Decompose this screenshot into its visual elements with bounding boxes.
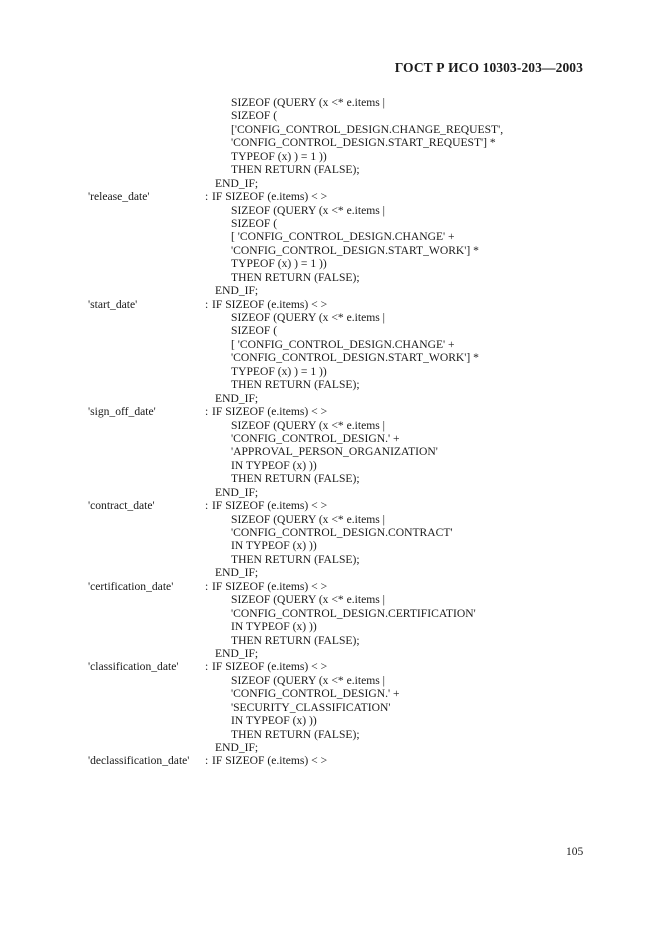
- code-line: [0, 432, 661, 445]
- colon-separator: :: [205, 499, 209, 513]
- code-text: THEN RETURN (FALSE);: [231, 378, 360, 392]
- code-text: THEN RETURN (FALSE);: [231, 163, 360, 177]
- code-line: [0, 123, 661, 136]
- code-text: 'SECURITY_CLASSIFICATION': [231, 700, 391, 714]
- code-line: [0, 204, 661, 217]
- colon-separator: :: [205, 190, 209, 204]
- code-line: [0, 136, 661, 149]
- code-line: [0, 754, 661, 767]
- code-text: SIZEOF (QUERY (x <* e.items |: [231, 418, 385, 432]
- code-line: [0, 513, 661, 526]
- code-line: [0, 177, 661, 190]
- code-line: [0, 284, 661, 297]
- code-text: 'CONFIG_CONTROL_DESIGN.START_WORK'] *: [231, 243, 479, 257]
- document-header: ГОСТ Р ИСО 10303-203—2003: [394, 60, 583, 75]
- code-text: [ 'CONFIG_CONTROL_DESIGN.CHANGE' +: [231, 337, 455, 351]
- code-text: SIZEOF (QUERY (x <* e.items |: [231, 673, 385, 687]
- code-line: [0, 593, 661, 606]
- code-line: [0, 728, 661, 741]
- code-text: IN TYPEOF (x) )): [231, 620, 317, 634]
- code-line: [0, 539, 661, 552]
- code-text: SIZEOF (QUERY (x <* e.items |: [231, 512, 385, 526]
- code-text: 'CONFIG_CONTROL_DESIGN.CERTIFICATION': [231, 606, 476, 620]
- end-if-statement: END_IF;: [215, 566, 259, 580]
- code-text: THEN RETURN (FALSE);: [231, 552, 360, 566]
- code-text: SIZEOF (QUERY (x <* e.items |: [231, 96, 385, 109]
- code-text: TYPEOF (x) ) = 1 )): [231, 257, 327, 271]
- code-line: [0, 647, 661, 660]
- code-line: [0, 634, 661, 647]
- code-text: SIZEOF (: [231, 216, 278, 230]
- code-text: 'CONFIG_CONTROL_DESIGN.' +: [231, 687, 400, 701]
- code-line: [0, 472, 661, 485]
- code-line: [0, 499, 661, 512]
- code-text: 'CONFIG_CONTROL_DESIGN.START_REQUEST'] *: [231, 136, 496, 150]
- code-line: [0, 311, 661, 324]
- code-text: IN TYPEOF (x) )): [231, 714, 317, 728]
- code-text: IN TYPEOF (x) )): [231, 458, 317, 472]
- code-text: SIZEOF (QUERY (x <* e.items |: [231, 311, 385, 324]
- code-line: [0, 445, 661, 458]
- code-text: IF SIZEOF (e.items) < >: [212, 405, 328, 419]
- code-line: [0, 96, 661, 109]
- code-text: IF SIZEOF (e.items) < >: [212, 660, 328, 674]
- end-if-statement: END_IF;: [215, 646, 259, 660]
- code-text: SIZEOF (QUERY (x <* e.items |: [231, 203, 385, 217]
- attribute-label: 'sign_off_date': [88, 405, 156, 419]
- code-line: [0, 324, 661, 337]
- code-text: IF SIZEOF (e.items) < >: [212, 190, 328, 204]
- code-line: [0, 674, 661, 687]
- code-text: THEN RETURN (FALSE);: [231, 727, 360, 741]
- code-text: TYPEOF (x) ) = 1 )): [231, 149, 327, 163]
- attribute-label: 'contract_date': [88, 499, 155, 513]
- code-text: [ 'CONFIG_CONTROL_DESIGN.CHANGE' +: [231, 230, 455, 244]
- code-line: [0, 338, 661, 351]
- attribute-label: 'release_date': [88, 190, 150, 204]
- code-line: [0, 741, 661, 754]
- colon-separator: :: [205, 297, 209, 311]
- code-text: 'APPROVAL_PERSON_ORGANIZATION': [231, 445, 438, 459]
- code-line: [0, 714, 661, 727]
- code-line: [0, 566, 661, 579]
- code-line: [0, 217, 661, 230]
- code-text: IF SIZEOF (e.items) < >: [212, 754, 328, 768]
- code-line: [0, 405, 661, 418]
- code-text: SIZEOF (QUERY (x <* e.items |: [231, 593, 385, 607]
- code-line: [0, 580, 661, 593]
- colon-separator: :: [205, 405, 209, 419]
- code-line: [0, 351, 661, 364]
- code-line: [0, 459, 661, 472]
- code-line: [0, 701, 661, 714]
- code-text: SIZEOF (: [231, 324, 278, 338]
- code-text: THEN RETURN (FALSE);: [231, 270, 360, 284]
- end-if-statement: END_IF;: [215, 485, 259, 499]
- code-text: IF SIZEOF (e.items) < >: [212, 297, 328, 311]
- code-line: [0, 271, 661, 284]
- code-line: [0, 419, 661, 432]
- code-text: TYPEOF (x) ) = 1 )): [231, 364, 327, 378]
- code-text: IN TYPEOF (x) )): [231, 539, 317, 553]
- code-text: 'CONFIG_CONTROL_DESIGN.' +: [231, 431, 400, 445]
- end-if-statement: END_IF;: [215, 284, 259, 298]
- code-line: [0, 109, 661, 122]
- code-line: [0, 486, 661, 499]
- code-line: [0, 163, 661, 176]
- code-text: IF SIZEOF (e.items) < >: [212, 499, 328, 513]
- code-line: [0, 190, 661, 203]
- page-number: 105: [566, 846, 584, 858]
- end-if-statement: END_IF;: [215, 176, 259, 190]
- attribute-label: 'classification_date': [88, 660, 179, 674]
- attribute-label: 'declassification_date': [88, 754, 190, 768]
- code-line: [0, 687, 661, 700]
- code-listing: [0, 96, 661, 768]
- code-line: [0, 660, 661, 673]
- code-line: [0, 526, 661, 539]
- code-line: [0, 298, 661, 311]
- code-text: ['CONFIG_CONTROL_DESIGN.CHANGE_REQUEST',: [231, 122, 504, 136]
- code-line: [0, 365, 661, 378]
- code-text: THEN RETURN (FALSE);: [231, 633, 360, 647]
- colon-separator: :: [205, 660, 209, 674]
- attribute-label: 'start_date': [88, 297, 138, 311]
- code-line: [0, 244, 661, 257]
- code-line: [0, 607, 661, 620]
- colon-separator: :: [205, 579, 209, 593]
- colon-separator: :: [205, 754, 209, 768]
- code-line: [0, 620, 661, 633]
- code-text: SIZEOF (: [231, 109, 278, 123]
- code-line: [0, 257, 661, 270]
- end-if-statement: END_IF;: [215, 741, 259, 754]
- code-line: [0, 378, 661, 391]
- code-line: [0, 150, 661, 163]
- code-line: [0, 230, 661, 243]
- attribute-label: 'certification_date': [88, 579, 174, 593]
- code-text: 'CONFIG_CONTROL_DESIGN.CONTRACT': [231, 526, 453, 539]
- code-line: [0, 392, 661, 405]
- end-if-statement: END_IF;: [215, 391, 259, 405]
- code-line: [0, 553, 661, 566]
- code-text: IF SIZEOF (e.items) < >: [212, 579, 328, 593]
- code-text: THEN RETURN (FALSE);: [231, 472, 360, 486]
- code-text: 'CONFIG_CONTROL_DESIGN.START_WORK'] *: [231, 351, 479, 365]
